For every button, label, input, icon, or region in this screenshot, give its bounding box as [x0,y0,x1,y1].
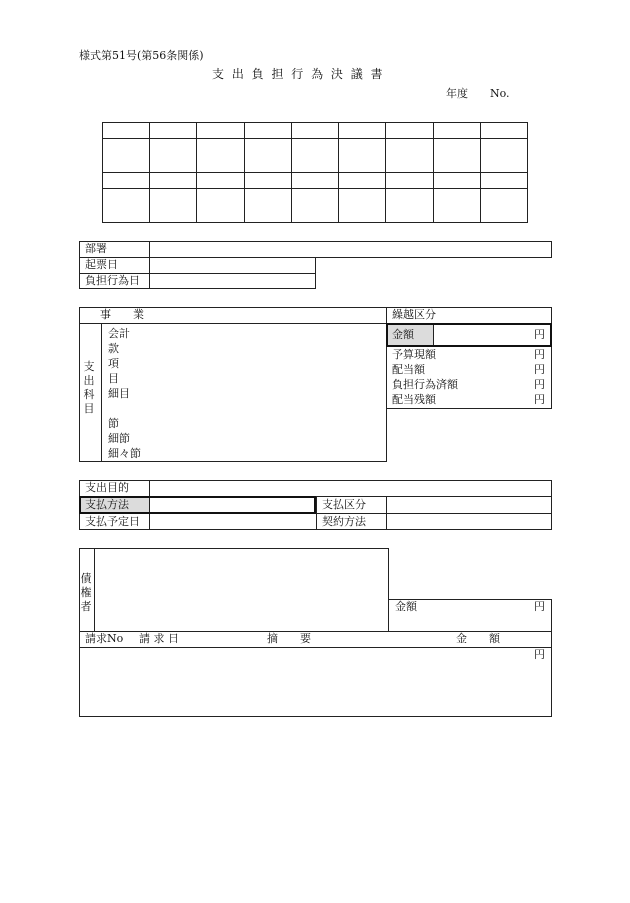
creditor-amount-label: 金額 [395,600,417,613]
payment-method-label: 支払方法 [85,498,129,511]
burden-date-label: 負担行為日 [85,274,140,287]
account-item: 細々節 [108,447,141,460]
amount-header: 金 額 [456,632,500,645]
number-label: No. [490,87,510,100]
account-item: 会計 [108,327,130,340]
account-item: 款 [108,342,119,355]
creditor-label: 債権者 [80,572,92,613]
budget-label: 予算現額 [392,348,436,361]
business-label: 事 業 [100,308,144,321]
yen-unit: 円 [534,328,545,341]
yen-unit: 円 [534,600,545,613]
yen-unit: 円 [534,648,545,661]
approval-grid [102,122,528,223]
account-item: 細節 [108,432,130,445]
dept-label: 部署 [85,242,107,255]
yen-unit: 円 [534,378,545,391]
claim-date-header: 請 求 日 [139,632,179,645]
summary-header: 摘 要 [267,632,311,645]
expense-subject-label: 支出科目 [83,360,95,415]
claim-no-header: 請求No [85,632,124,645]
account-item: 目 [108,372,119,385]
form-number: 様式第51号(第56条関係) [79,49,204,62]
page-title: 支 出 負 担 行 為 決 議 書 [212,67,385,81]
yen-unit: 円 [534,363,545,376]
contract-method-label: 契約方法 [322,515,366,528]
account-item: 項 [108,357,119,370]
year-label: 年度 [446,87,468,100]
scheduled-date-label: 支払予定日 [85,515,140,528]
amount-label: 金額 [392,328,414,341]
yen-unit: 円 [534,348,545,361]
burden-done-label: 負担行為済額 [392,378,458,391]
allocation-label: 配当額 [392,363,425,376]
draft-date-label: 起票日 [85,258,118,271]
account-item: 細目 [108,387,130,400]
account-item: 節 [108,417,119,430]
remaining-label: 配当残額 [392,393,436,406]
purpose-label: 支出目的 [85,481,129,494]
carryover-label: 繰越区分 [392,308,436,321]
creditor-box [79,548,389,632]
yen-unit: 円 [534,393,545,406]
payment-category-label: 支払区分 [322,498,366,511]
